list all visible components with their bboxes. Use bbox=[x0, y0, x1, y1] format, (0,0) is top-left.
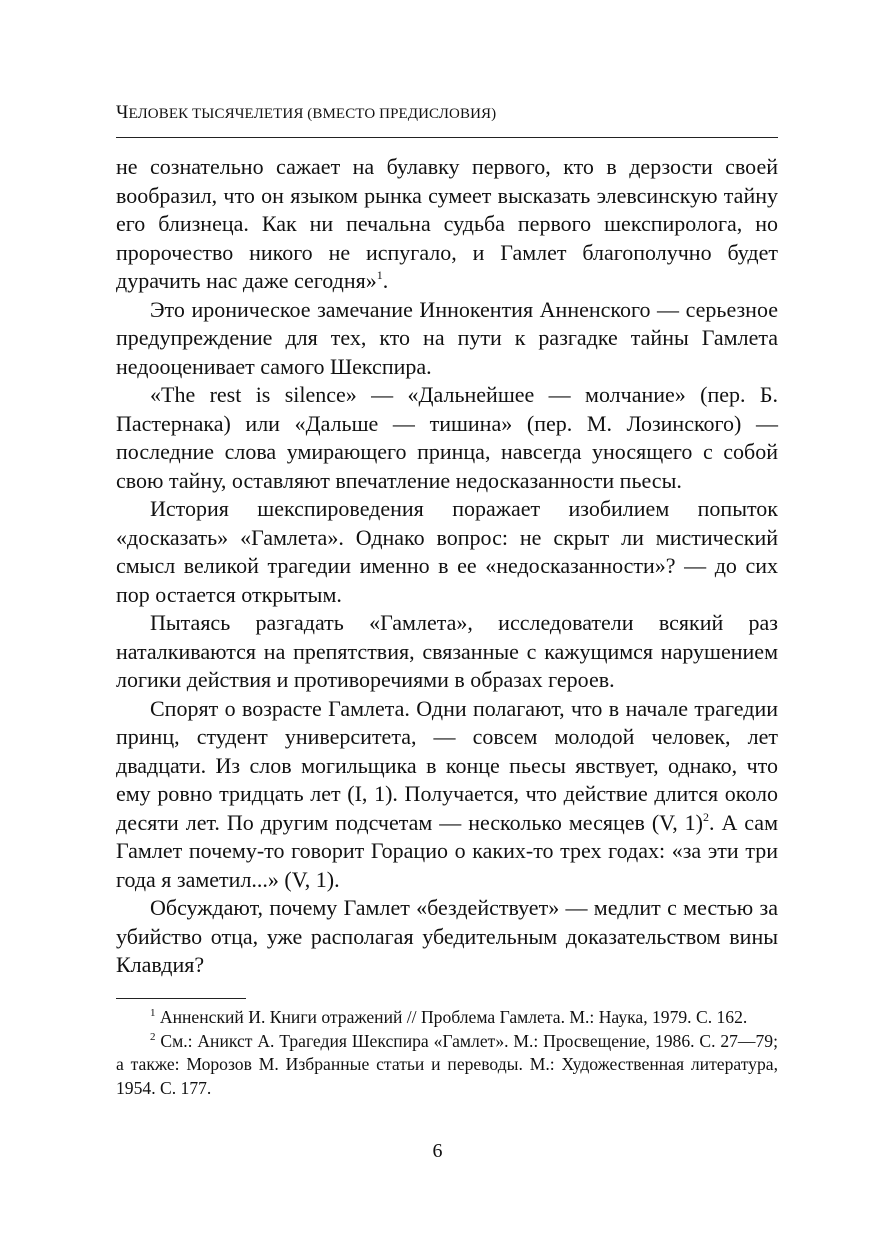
paragraph-1-text: не сознательно сажает на булавку первого, кто в дерзости своей вообразил, что он языком рынка сумеет высказать элевсинскую тайну его близнеца. Как ни печальна судьба первого шекспиролога, но пророчество никого не испугало, и Гамлет благополучно будет дурачить нас даже сегодня» bbox=[116, 154, 778, 293]
footnote-2-text: См.: Аникст А. Трагедия Шекспира «Гамлет». М.: Просвещение, 1986. С. 27—79; а также: Морозов М. Избранные статьи и переводы. М.: Художественная литература, 1954. С. 177. bbox=[116, 1030, 778, 1098]
paragraph-4: История шекспироведения поражает изобилием попыток «досказать» «Гамлета». Однако вопрос: не скрыт ли мистический смысл великой трагедии именно в ее «недосказанности»? — до сих пор остается открытым. bbox=[116, 496, 778, 607]
paragraph-6-text-after: . А сам Гамлет почему-то говорит Горацио о каких-то трех годах: «за эти три года я заметил...» (V, 1). bbox=[116, 809, 778, 892]
footnote-1 bbox=[116, 1006, 778, 1030]
footnote-2 bbox=[116, 1030, 778, 1101]
paragraph-1-end: . bbox=[382, 268, 389, 293]
header-rule bbox=[116, 137, 778, 138]
paragraph-2: Это ироническое замечание Иннокентия Анненского — серьезное предупреждение для тех, кто на пути к разгадке тайны Гамлета недооценивает самого Шекспира. bbox=[116, 296, 778, 379]
paragraph-6-text-before: Спорят о возрасте Гамлета. Одни полагают, что в начале трагедии принц, студент университета, — совсем молодой человек, лет двадцати. Из слов могильщика в конце пьесы явствует, однако, что ему ровно тридцать лет (I, 1). Получается, что действие длится около десяти лет. По другим подсчетам — несколько месяцев (V, 1) bbox=[116, 695, 778, 835]
footnote-1-mark: 1 bbox=[150, 1007, 156, 1019]
footnote-ref-1: 1 bbox=[376, 268, 383, 282]
paragraph-7: Обсуждают, почему Гамлет «бездействует» — медлит с местью за убийство отца, уже располагая убедительным доказательством вины Клавдия? bbox=[116, 895, 778, 977]
body-text bbox=[116, 153, 778, 980]
paragraph-5: Пытаясь разгадать «Гамлета», исследователи всякий раз наталкиваются на препятствия, связанные с кажущимся нарушением логики действия и противоречиями в образах героев. bbox=[116, 610, 778, 692]
footnote-ref-2: 2 bbox=[703, 809, 709, 824]
paragraph-3: «The rest is silence» — «Дальнейшее — молчание» (пер. Б. Пастернака) или «Дальше — тишина» (пер. М. Лозинского) — последние слова умирающего принца, навсегда уносящего с собой свою тайну, оставляют впечатление недосказанности пьесы. bbox=[116, 382, 778, 493]
running-head-title: ЕЛОВЕК ТЫСЯЧЕЛЕТИЯ (ВМЕСТО ПРЕДИСЛОВИЯ) bbox=[128, 106, 497, 122]
paragraph-6 bbox=[116, 695, 778, 895]
running-head-initial: Ч bbox=[116, 102, 129, 123]
footnote-2-mark: 2 bbox=[150, 1030, 156, 1043]
paragraph-1 bbox=[116, 153, 778, 296]
running-head bbox=[116, 101, 778, 126]
footnotes bbox=[116, 1006, 778, 1100]
footnote-1-text: Анненский И. Книги отражений // Проблема Гамлета. М.: Наука, 1979. С. 162. bbox=[155, 1007, 748, 1027]
footnote-rule bbox=[116, 998, 246, 999]
page-number: 6 bbox=[432, 1140, 443, 1162]
